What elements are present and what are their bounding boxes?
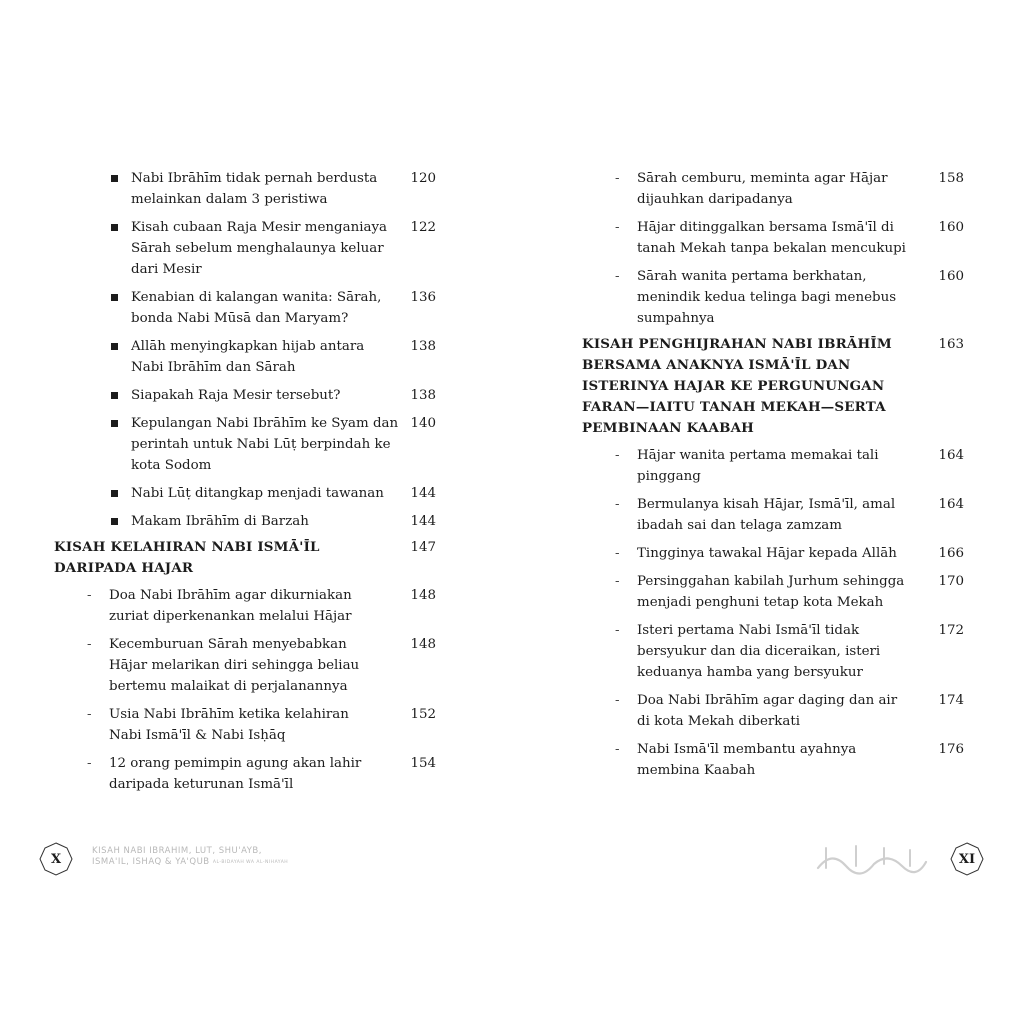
- chapter-heading-line: DARIPADA HAJAR: [54, 560, 194, 576]
- entry-title-line: Hājar melarikan diri sehingga beliau: [109, 658, 360, 673]
- book-title-logo: [812, 842, 932, 880]
- page-ref: 166: [938, 546, 964, 561]
- toc-entry: [0, 336, 512, 378]
- dash-marker: -: [615, 448, 620, 463]
- entry-title-line: menindik kedua telinga bagi menebus: [637, 290, 897, 305]
- square-bullet-icon: [111, 168, 118, 189]
- dash-marker: -: [87, 637, 92, 652]
- toc-entry: [0, 634, 512, 697]
- toc-entry: [0, 483, 512, 504]
- entry-title-line: perintah untuk Nabi Lūṭ berpindah ke: [131, 437, 391, 452]
- entry-title-line: ibadah sai dan telaga zamzam: [637, 518, 842, 533]
- page-ref: 120: [410, 171, 436, 186]
- entry-title-line: Siapakah Raja Mesir tersebut?: [131, 388, 341, 403]
- dash-marker: -: [615, 546, 620, 561]
- page-ref: 140: [410, 416, 436, 431]
- entry-title-line: dari Mesir: [131, 262, 202, 277]
- entry-title-line: dijauhkan daripadanya: [637, 192, 793, 207]
- dash-marker: -: [615, 171, 620, 186]
- toc-entry: [512, 571, 1024, 613]
- chapter-page-ref: 163: [938, 337, 964, 352]
- toc-entry: [0, 168, 512, 210]
- chapter-heading: [54, 537, 512, 579]
- chapter-heading-line: FARAN—IAITU TANAH MEKAH—SERTA: [582, 399, 886, 415]
- dash-marker: -: [615, 742, 620, 757]
- square-bullet-icon: [111, 217, 118, 238]
- entry-title-line: Usia Nabi Ibrāhīm ketika kelahiran: [109, 707, 349, 722]
- dash-marker: -: [87, 588, 92, 603]
- dash-marker: -: [615, 623, 620, 638]
- entry-title-line: Sārah wanita pertama berkhatan,: [637, 269, 867, 284]
- toc-entry: [0, 217, 512, 280]
- page-ref: 164: [938, 497, 964, 512]
- running-title-small: AL-BIDAYAH WA AL-NIHAYAH: [212, 860, 289, 865]
- toc-entry: [512, 445, 1024, 487]
- page-ref: 160: [938, 269, 964, 284]
- page-ref: 158: [938, 171, 964, 186]
- entry-title-line: pinggang: [637, 469, 701, 484]
- entry-title-line: menjadi penghuni tetap kota Mekah: [637, 595, 884, 610]
- entry-title-line: Hājar wanita pertama memakai tali: [637, 448, 879, 463]
- entry-title-line: Doa Nabi Ibrāhīm agar dikurniakan: [109, 588, 352, 603]
- page-ref: 122: [410, 220, 436, 235]
- page-ref: 170: [938, 574, 964, 589]
- entry-title-line: Hājar ditinggalkan bersama Ismā'īl di: [637, 220, 894, 235]
- entry-title-line: Allāh menyingkapkan hijab antara: [131, 339, 365, 354]
- entry-title-line: keduanya hamba yang bersyukur: [637, 665, 863, 680]
- page-ref: 152: [410, 707, 436, 722]
- entry-title-line: Nabi Ismā'īl & Nabi Isḥāq: [109, 728, 286, 743]
- running-title-line-1: KISAH NABI IBRAHIM, LUT, SHU'AYB,: [92, 846, 262, 856]
- entry-title-line: di kota Mekah diberkati: [637, 714, 801, 729]
- chapter-heading-line: PEMBINAAN KAABAH: [582, 420, 755, 436]
- page-ref: 138: [410, 388, 436, 403]
- dash-marker: -: [615, 693, 620, 708]
- toc-entry: [512, 494, 1024, 536]
- toc-entry: [512, 217, 1024, 259]
- dash-marker: -: [615, 497, 620, 512]
- toc-entry: [0, 413, 512, 476]
- page-number-right: [950, 842, 984, 876]
- square-bullet-icon: [111, 385, 118, 406]
- square-bullet-icon: [111, 511, 118, 532]
- toc-entry: [0, 287, 512, 329]
- dash-marker: -: [615, 269, 620, 284]
- toc-entry: [0, 385, 512, 406]
- dash-marker: -: [87, 707, 92, 722]
- chapter-heading-line: KISAH KELAHIRAN NABI ISMĀ'ĪL: [54, 539, 320, 555]
- square-bullet-icon: [111, 413, 118, 434]
- entry-title-line: Isteri pertama Nabi Ismā'īl tidak: [637, 623, 860, 638]
- folio-text: X: [50, 851, 62, 867]
- entry-title-line: bonda Nabi Mūsā dan Maryam?: [131, 311, 349, 326]
- entry-title-line: Kenabian di kalangan wanita: Sārah,: [131, 290, 382, 305]
- entry-title-line: melainkan dalam 3 peristiwa: [131, 192, 328, 207]
- entry-title-line: Doa Nabi Ibrāhīm agar daging dan air: [637, 693, 898, 708]
- entry-title-line: bersyukur dan dia diceraikan, isteri: [637, 644, 881, 659]
- page-ref: 144: [410, 486, 436, 501]
- entry-title-line: Nabi Ismā'īl membantu ayahnya: [637, 742, 857, 757]
- toc-entry: [0, 753, 512, 795]
- page-ref: 136: [410, 290, 436, 305]
- page-number-left: [39, 842, 73, 876]
- entry-title-line: Nabi Ibrāhīm tidak pernah berdusta: [131, 171, 378, 186]
- entry-title-line: Sārah cemburu, meminta agar Hājar: [637, 171, 888, 186]
- entry-title-line: Sārah sebelum menghalaunya keluar: [131, 241, 384, 256]
- chapter-heading-line: ISTERINYA HAJAR KE PERGUNUNGAN: [582, 378, 885, 394]
- entry-title-line: Kepulangan Nabi Ibrāhīm ke Syam dan: [131, 416, 399, 431]
- entry-title-line: sumpahnya: [637, 311, 715, 326]
- right-page: [512, 0, 1024, 1024]
- running-title: [92, 846, 288, 868]
- toc-entry: [512, 620, 1024, 683]
- page-ref: 172: [938, 623, 964, 638]
- entry-title-line: Bermulanya kisah Hājar, Ismā'īl, amal: [637, 497, 896, 512]
- page-ref: 144: [410, 514, 436, 529]
- page-ref: 138: [410, 339, 436, 354]
- dash-marker: -: [87, 756, 92, 771]
- folio-text: XI: [958, 851, 976, 867]
- toc-entry: [0, 511, 512, 532]
- page-ref: 148: [410, 637, 436, 652]
- calligraphy-logo-icon: [812, 842, 932, 876]
- entry-title-line: Nabi Ibrāhīm dan Sārah: [131, 360, 296, 375]
- toc-entry: [512, 739, 1024, 781]
- toc-entry: [0, 704, 512, 746]
- entry-title-line: tanah Mekah tanpa bekalan mencukupi: [637, 241, 906, 256]
- page-ref: 176: [938, 742, 964, 757]
- chapter-page-ref: 147: [410, 540, 436, 555]
- page-ref: 164: [938, 448, 964, 463]
- entry-title-line: zuriat diperkenankan melalui Hājar: [109, 609, 352, 624]
- entry-title-line: daripada keturunan Ismā'īl: [109, 777, 294, 792]
- dash-marker: -: [615, 574, 620, 589]
- entry-title-line: Persinggahan kabilah Jurhum sehingga: [637, 574, 905, 589]
- square-bullet-icon: [111, 287, 118, 308]
- entry-title-line: Kecemburuan Sārah menyebabkan: [109, 637, 347, 652]
- dash-marker: -: [615, 220, 620, 235]
- page-ref: 148: [410, 588, 436, 603]
- toc-entry: [512, 690, 1024, 732]
- square-bullet-icon: [111, 483, 118, 504]
- page-ref: 154: [410, 756, 436, 771]
- entry-title-line: Nabi Lūṭ ditangkap menjadi tawanan: [131, 486, 384, 501]
- toc-entry: [512, 266, 1024, 329]
- entry-title-line: membina Kaabah: [637, 763, 756, 778]
- square-bullet-icon: [111, 336, 118, 357]
- entry-title-line: kota Sodom: [131, 458, 212, 473]
- running-title-line-2: ISMA'IL, ISHAQ & YA'QUB: [92, 857, 210, 867]
- entry-title-line: bertemu malaikat di perjalanannya: [109, 679, 348, 694]
- entry-title-line: Makam Ibrāhīm di Barzah: [131, 514, 309, 529]
- entry-title-line: Kisah cubaan Raja Mesir menganiaya: [131, 220, 388, 235]
- page-ref: 160: [938, 220, 964, 235]
- page-ref: 174: [938, 693, 964, 708]
- chapter-heading-line: KISAH PENGHIJRAHAN NABI IBRĀHĪM: [582, 336, 892, 352]
- chapter-heading: [582, 334, 1024, 439]
- entry-title-line: Tingginya tawakal Hājar kepada Allāh: [637, 546, 897, 561]
- entry-title-line: 12 orang pemimpin agung akan lahir: [109, 756, 362, 771]
- chapter-heading-line: BERSAMA ANAKNYA ISMĀ'ĪL DAN: [582, 357, 851, 373]
- toc-entry: [512, 168, 1024, 210]
- toc-entry: [512, 543, 1024, 564]
- toc-entry: [0, 585, 512, 627]
